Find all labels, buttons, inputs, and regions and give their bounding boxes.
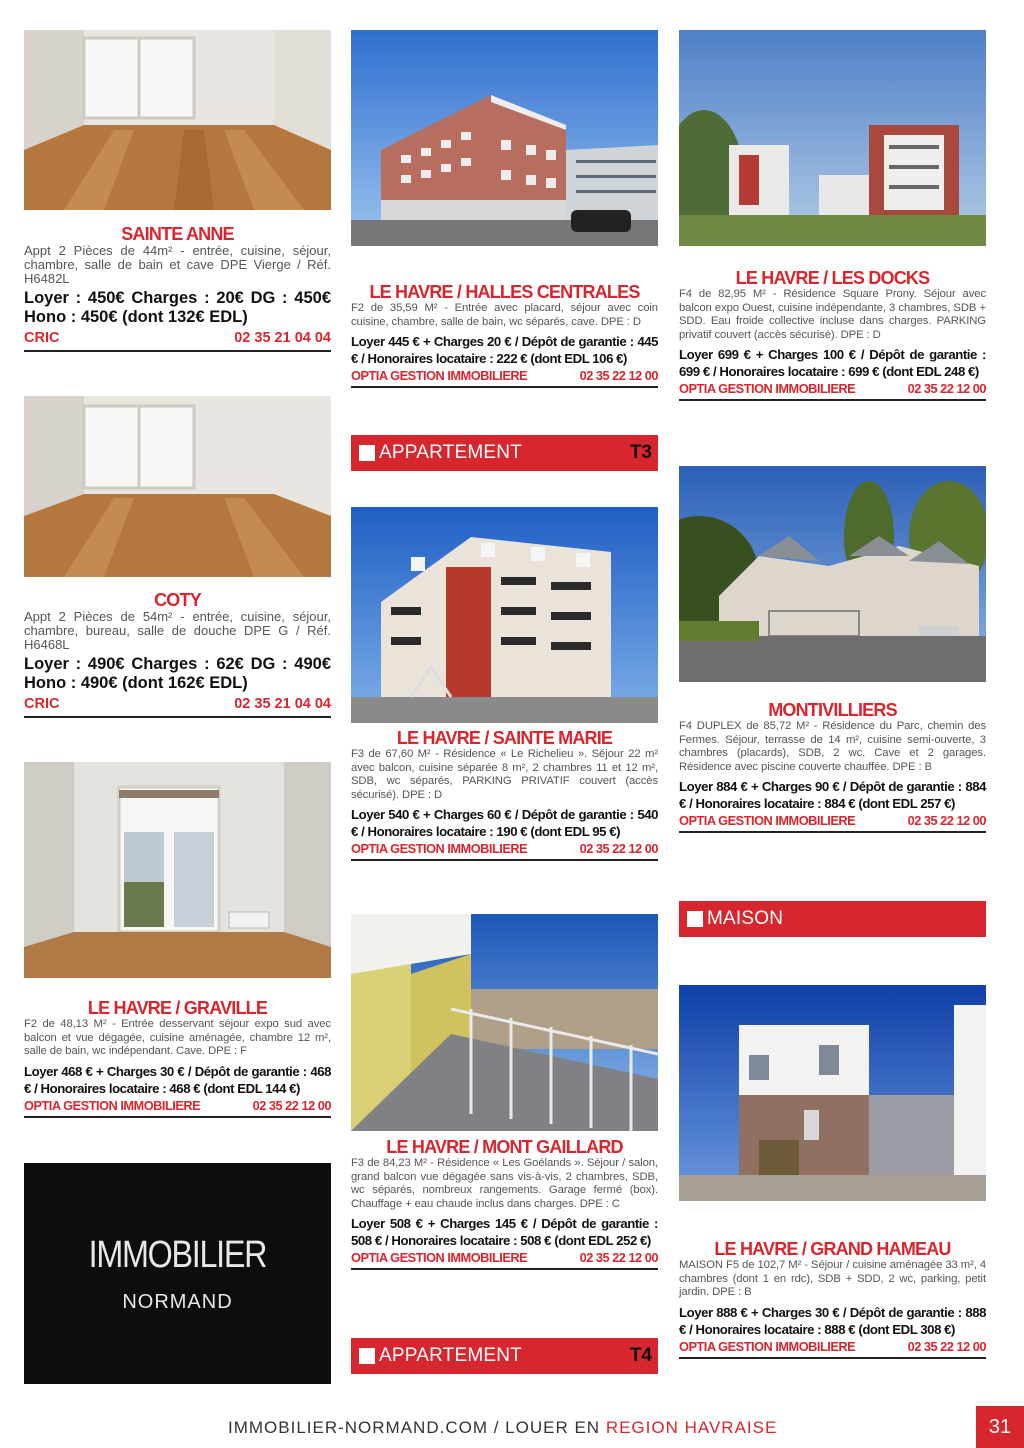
phone-number: 02 35 21 04 04 xyxy=(234,696,331,712)
listing-price: Loyer 699 € + Charges 100 € / Dépôt de garantie : 699 € / Honoraires locataire : 699 € (dont EDL 248 €) xyxy=(679,347,986,380)
phone-number: 02 35 22 12 00 xyxy=(579,1250,658,1266)
listing-montivilliers xyxy=(679,700,986,833)
square-bullet-icon xyxy=(359,445,375,461)
listing-contact xyxy=(679,380,986,401)
banner-tier: T3 xyxy=(629,442,652,463)
listing-price: Loyer : 450€ Charges : 20€ DG : 450€ Hono : 450€ (dont 132€ EDL) xyxy=(24,289,331,326)
listing-title: LE HAVRE / HALLES CENTRALES xyxy=(369,282,640,302)
listing-price: Loyer : 490€ Charges : 62€ DG : 490€ Hono : 490€ (dont 162€ EDL) xyxy=(24,655,331,692)
agency-name: OPTIA GESTION IMMOBILIERE xyxy=(351,1250,528,1266)
ad-line-1: IMMOBILIER xyxy=(88,1233,267,1276)
agency-name: CRIC xyxy=(24,330,60,346)
listing-title: LE HAVRE / GRAND HAMEAU xyxy=(714,1239,951,1259)
banner-tier: T4 xyxy=(629,1345,652,1366)
listing-sainte-anne xyxy=(24,224,331,352)
page-number: 31 xyxy=(976,1406,1024,1448)
listing-description: Appt 2 Pièces de 54m² - entrée, cuisine, séjour, chambre, bureau, salle de douche DPE G / Réf. H6468L xyxy=(24,609,331,652)
listing-halles-centrales xyxy=(351,282,658,388)
page-footer xyxy=(0,1406,1024,1448)
listing-description: Appt 2 Pièces de 44m² - entrée, cuisine, séjour, chambre, salle de bain et cave DPE Vierge / Réf. H6482L xyxy=(24,243,331,286)
listing-graville xyxy=(24,998,331,1118)
footer-louer: LOUER EN xyxy=(505,1418,606,1437)
listing-title: MONTIVILLIERS xyxy=(768,700,897,720)
listing-title: LE HAVRE / LES DOCKS xyxy=(735,268,930,288)
listing-sainte-marie xyxy=(351,728,658,861)
agency-name: OPTIA GESTION IMMOBILIERE xyxy=(24,1097,201,1113)
listing-price: Loyer 445 € + Charges 20 € / Dépôt de garantie : 445 € / Honoraires locataire : 222 € (dont EDL 106 €) xyxy=(351,334,658,367)
listing-contact xyxy=(351,367,658,388)
listing-title: LE HAVRE / MONT GAILLARD xyxy=(386,1137,623,1157)
phone-number: 02 35 22 12 00 xyxy=(907,813,986,829)
listing-contact xyxy=(679,1338,986,1359)
banner-label: APPARTEMENT xyxy=(379,442,522,463)
phone-number: 02 35 21 04 04 xyxy=(234,330,331,346)
agency-name: OPTIA GESTION IMMOBILIERE xyxy=(351,841,528,857)
listing-contact xyxy=(351,1249,658,1270)
phone-number: 02 35 22 12 00 xyxy=(907,1338,986,1354)
phone-number: 02 35 22 12 00 xyxy=(579,841,658,857)
listing-grand-hameau xyxy=(679,1239,986,1359)
agency-name: OPTIA GESTION IMMOBILIERE xyxy=(679,381,856,397)
footer-region: REGION HAVRAISE xyxy=(605,1418,778,1437)
listing-contact xyxy=(24,329,331,352)
listing-description: F3 de 84,23 M² - Résidence « Les Goélands ». Séjour / salon, grand balcon vue dégagée sans vis-à-vis, 2 chambres, SDB, wc séparés, nombreux rangements. Garage fermé (box). Chauffage + eau chaude inclus dans charges. DPE : C xyxy=(351,1157,658,1210)
listing-price: Loyer 888 € + Charges 30 € / Dépôt de garantie : 888 € / Honoraires locataire : 888 € (dont EDL 308 €) xyxy=(679,1304,986,1337)
footer-separator: / xyxy=(488,1418,506,1437)
footer-site[interactable]: IMMOBILIER-NORMAND.COM xyxy=(228,1418,488,1437)
listing-title: LE HAVRE / SAINTE MARIE xyxy=(396,728,613,748)
ad-line-2: NORMAND xyxy=(122,1290,233,1313)
listing-contact xyxy=(24,1097,331,1118)
photo-sainte-anne xyxy=(24,30,331,210)
listing-contact xyxy=(24,695,331,718)
agency-name: CRIC xyxy=(24,696,60,712)
phone-number: 02 35 22 12 00 xyxy=(907,381,986,397)
listing-price: Loyer 884 € + Charges 90 € / Dépôt de garantie : 884 € / Honoraires locataire : 884 € (dont EDL 257 €) xyxy=(679,779,986,812)
listing-price: Loyer 508 € + Charges 145 € / Dépôt de garantie : 508 € / Honoraires locataire : 508 € (dont EDL 252 €) xyxy=(351,1216,658,1249)
photo-montivilliers xyxy=(679,466,986,682)
listing-title: COTY xyxy=(154,590,201,610)
square-bullet-icon xyxy=(687,911,703,927)
listing-description: F4 de 82,95 M² - Résidence Square Prony. Séjour avec balcon expo Ouest, cuisine indépendante, 3 chambres, SDB + SDD. Eau froide collective incluse dans charges. PARKING privatif couvert (accès sécurisé). DPE : D xyxy=(679,288,986,341)
section-banner-maison xyxy=(679,901,986,937)
photo-grand-hameau xyxy=(679,985,986,1201)
listing-mont-gaillard xyxy=(351,1137,658,1270)
banner-label: MAISON xyxy=(707,908,784,929)
listing-contact xyxy=(351,840,658,861)
photo-halles-centrales xyxy=(351,30,658,246)
section-banner-appartement-t4 xyxy=(351,1338,658,1374)
agency-name: OPTIA GESTION IMMOBILIERE xyxy=(351,368,528,384)
banner-label: APPARTEMENT xyxy=(379,1345,522,1366)
footer-text xyxy=(228,1418,777,1438)
listing-title: SAINTE ANNE xyxy=(121,224,234,244)
listing-description: F4 DUPLEX de 85,72 M² - Résidence du Parc, chemin des Fermes. Séjour, terrasse de 14 m², cuisine semi-ouverte, 3 chambres (placards), SDB, 2 wc. Cave et 2 garages. Résidence avec piscine couverte chauffée. DPE : B xyxy=(679,720,986,773)
listing-contact xyxy=(679,812,986,833)
section-banner-appartement-t3 xyxy=(351,435,658,471)
listing-coty xyxy=(24,590,331,718)
agency-name: OPTIA GESTION IMMOBILIERE xyxy=(679,813,856,829)
immobilier-normand-ad[interactable] xyxy=(24,1163,331,1384)
photo-les-docks xyxy=(679,30,986,246)
listing-price: Loyer 468 € + Charges 30 € / Dépôt de garantie : 468 € / Honoraires locataire : 468 € (dont EDL 144 €) xyxy=(24,1063,331,1096)
phone-number: 02 35 22 12 00 xyxy=(579,368,658,384)
listing-les-docks xyxy=(679,268,986,401)
listing-title: LE HAVRE / GRAVILLE xyxy=(87,998,268,1018)
photo-graville xyxy=(24,762,331,978)
listing-description: F3 de 67,60 M² - Résidence « Le Richelieu ». Séjour 22 m² avec balcon, cuisine séparée 8 m², 2 chambres 11 et 12 m², SDB, wc séparés, PARKING PRIVATIF couvert (accès sécurisé). DPE : D xyxy=(351,748,658,801)
listing-description: F2 de 48,13 M² - Entrée desservant séjour expo sud avec balcon et vue dégagée, cuisine aménagée, chambre 12 m², salle de bain, wc indépendant. Cave. DPE : F xyxy=(24,1018,331,1058)
listing-price: Loyer 540 € + Charges 60 € / Dépôt de garantie : 540 € / Honoraires locataire : 190 € (dont EDL 95 €) xyxy=(351,807,658,840)
agency-name: OPTIA GESTION IMMOBILIERE xyxy=(679,1338,856,1354)
square-bullet-icon xyxy=(359,1348,375,1364)
photo-coty xyxy=(24,396,331,577)
photo-mont-gaillard xyxy=(351,914,658,1131)
listing-description: F2 de 35,59 M² - Entrée avec placard, séjour avec coin cuisine, chambre, salle de bain, wc séparés, cave. DPE : D xyxy=(351,302,658,328)
phone-number: 02 35 22 12 00 xyxy=(252,1097,331,1113)
listing-description: MAISON F5 de 102,7 M² - Séjour / cuisine aménagée 33 m², 4 chambres (dont 1 en rdc), SDB + SDD, 2 wc, parking, petit jardin. DPE : B xyxy=(679,1259,986,1299)
photo-sainte-marie xyxy=(351,507,658,723)
